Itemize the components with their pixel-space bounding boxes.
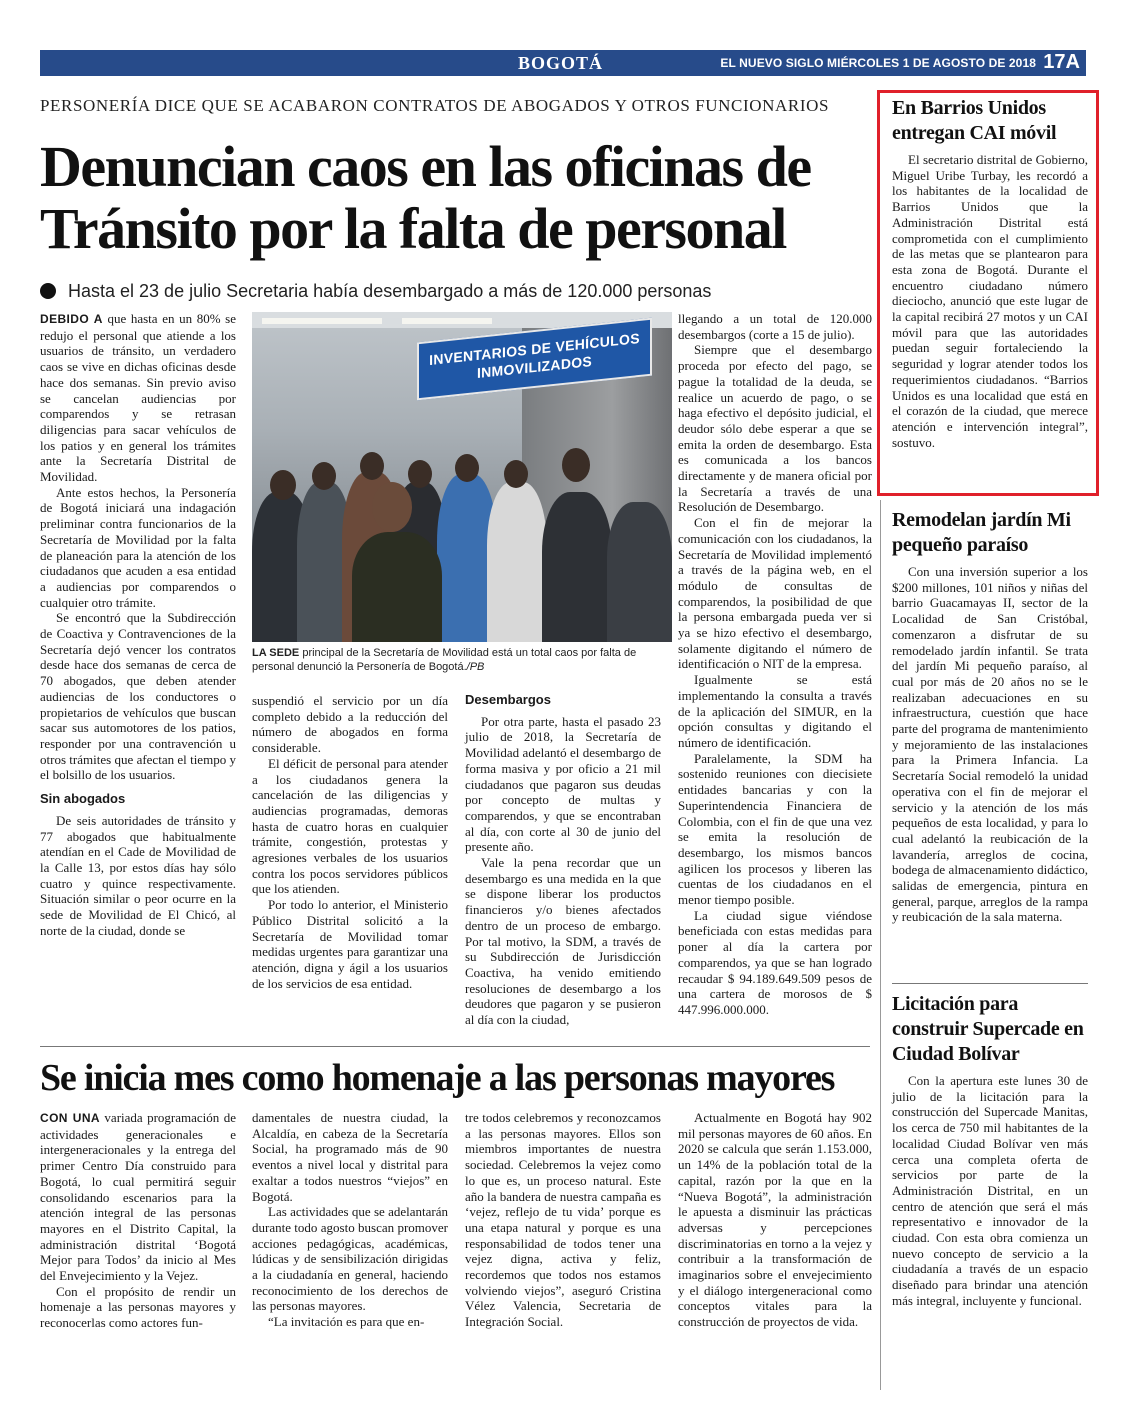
sidebar-body: Con la apertura este lunes 30 de julio de la licitación para la construcción del Supercade Manitas, los cerca de 750 mil habitantes de la localidad Ciudad Bolívar ven más cerca una completa oferta de servicios por parte de la Administración Distrital, en un centro de atención que será el más representativo e innovador de la ciudad. Con esta obra comienza un nuevo concepto de servicio a la ciudadanía a través de un espacio diseñado para brindar una atención más integral, incluyente y funcional.: [892, 1073, 1088, 1308]
section-name: BOGOTÁ: [518, 53, 604, 73]
page-number: 17A: [1043, 51, 1080, 73]
dateline: EL NUEVO SIGLO MIÉRCOLES 1 DE AGOSTO DE 2018: [720, 56, 1036, 70]
main-kicker: PERSONERÍA DICE QUE SE ACABARON CONTRATOS DE ABOGADOS Y OTROS FUNCIONARIOS: [40, 96, 830, 115]
sidebar-body: El secretario distrital de Gobierno, Miguel Uribe Turbay, les recordó a los habitantes de la localidad de Barrios Unidos que la Administración Distrital está comprometida con el cumplimiento de las metas que se plantearon para esta zona de Bogotá. Durante el encuentro ciudadano número dieciocho, anunció que este lugar de la capital recibirá 27 motos y un CAI móvil para que las autoridades puedan seguir fortaleciendo la seguridad y lograr atender todos los requerimientos ciudadanos. “Barrios Unidos es una localidad que está en el corazón de la ciudad, que merece atención e intervención integral”, sostuvo.: [892, 152, 1088, 450]
main-headline: [40, 136, 870, 260]
sidebar-body: Con una inversión superior a los $200 millones, 101 niños y niñas del barrio Guacamayas II, sector de la Localidad de San Cristóbal, comenzaron a disfrutar de su remodelado jardín infantil. Se trata del jardín Mi pequeño paraíso, al cual por más de 20 años no se le realizaban adecuaciones en su infraestructura, cuestión que hace parte del programa de mantenimiento y mejoramiento de las instalaciones para la Primera Infancia. La Secretaría Social remodeló la unidad operativa con el fin de mejorar el servicio y la atención de los más pequeños de esta localidad, y para lo cual adelantó la reubicación de la lavandería, arreglos de cocina, bodega de almacenamiento didáctico, salidas de emergencia, pintura en general, parque, arreglos de la rampa y reubicación de la sala materna.: [892, 564, 1088, 925]
paragraph: Con el fin de mejorar la comunicación con los ciudadanos, la Secretaría de Movilidad implementó a través de la página web, en el módulo de consultas de comparendos, la posibilidad de que la persona embargada pueda ver si ya se hizo efectivo el desembargo, solamente digitando el número de identificación o NIT de la empresa.: [678, 515, 872, 672]
sidebar-story-cai: [892, 96, 1088, 450]
paragraph: DEBIDO A que hasta en un 80% se redujo el personal que atiende a los usuarios de tránsito, un verdadero caos se vive en dichas oficinas desde hace dos semanas. Sin previo aviso se cancelan audiencias por comparendos y se retrasan diligencias para sacar vehículos de los patios y en general los trámites ante la Secretaría Distrital de Movilidad.: [40, 311, 236, 485]
lead-in: DEBIDO A: [40, 312, 103, 326]
second-column-3: [465, 1110, 661, 1330]
paragraph: Paralelamente, la SDM ha sostenido reuniones con diecisiete entidades bancarias y con la Superintendencia Financiera de Colombia, con el fin de que una vez se emita la resolución de desembargo, los mismos bancos agilicen los procesos y liberen las cuentas de los ciudadanos en el menor tiempo posible.: [678, 750, 872, 908]
second-column-2: [252, 1110, 448, 1330]
sidebar-story-divider: [892, 983, 1088, 984]
paragraph: suspendió el servicio por un día completo debido a la reducción del número de abogados en forma considerable.: [252, 693, 448, 756]
subhead: Sin abogados: [40, 791, 126, 807]
second-headline: Se inicia mes como homenaje a las personas mayores: [40, 1057, 835, 1099]
paragraph: La ciudad sigue viéndose beneficiada con estas medidas para poner al día la cartera por comparendos, ya que se han logrado recaudar $ 94.189.649.509 pesos de una cartera de morosos de $ 447.996.000.000.: [678, 907, 872, 1017]
paragraph: Vale la pena recordar que un desembargo es una medida en la que se dispone liberar los productos financieros y/o bienes afectados dentro de un proceso de embargo. Por tal motivo, la SDM, a través de su Subdirección de Jurisdicción Coactiva, ha venido emitiendo resoluciones de desembargo a los deudores que pagaron y se pusieron al día con la ciudad,: [465, 855, 661, 1028]
main-deck-text: Hasta el 23 de julio Secretaria había desembargado a más de 120.000 personas: [68, 281, 712, 301]
sidebar-title: En Barrios Unidos entregan CAI móvil: [892, 97, 1057, 144]
paragraph: Ante estos hechos, la Personería de Bogotá iniciará una indagación preliminar contra funcionarios de la Secretaría de Movilidad por la falta de planeación para la atención de los ciudadanos que acuden a esa entidad a audiencias por comparendos o cualquier otro trámite.: [40, 484, 236, 610]
paragraph: Con el propósito de rendir un homenaje a las personas mayores y reconocerlas como actores fun-: [40, 1283, 236, 1331]
photo-sign: INVENTARIOS DE VEHÍCULOS INMOVILIZADOS: [417, 318, 652, 401]
paragraph: damentales de nuestra ciudad, la Alcaldía, en cabeza de la Secretaría Social, ha programado más de 90 eventos a nivel local y distrital para exaltar a todos nuestros “viejos” en Bogotá.: [252, 1110, 448, 1204]
lead-in: CON UNA: [40, 1111, 100, 1125]
main-deck: [40, 281, 870, 302]
paragraph: De seis autoridades de tránsito y 77 abogados que habitualmente atendían en el Cade de Movilidad de la Calle 13, por estos días hay sólo cuatro y quince respectivamente. Situación similar o peor ocurre en la sede de Movilidad de El Chicó, al norte de la ciudad, donde se: [40, 812, 236, 938]
paragraph: Por todo lo anterior, el Ministerio Público Distrital solicitó a la Secretaría de Movilidad tomar medidas urgentes para garantizar una atención, digna y ágil a los usuarios de los servicios de esa entidad.: [252, 897, 448, 991]
main-column-4: [678, 311, 872, 1018]
sidebar-title: Remodelan jardín Mi pequeño paraíso: [892, 509, 1071, 556]
section-header-bar: [40, 50, 1086, 76]
bullet-icon: [40, 283, 56, 299]
paragraph: Igualmente se está implementando la consulta a través de la aplicación del SIMUR, en la opción consultas y digitando el número de identificación.: [678, 672, 872, 750]
sidebar-story-jardin: [892, 508, 1088, 925]
sidebar-title: Licitación para construir Supercade en Ciudad Bolívar: [892, 993, 1084, 1065]
sidebar-story-supercade: [892, 992, 1088, 1309]
main-column-3: [465, 684, 661, 1028]
news-photo: [252, 312, 672, 642]
main-column-2: [252, 693, 448, 991]
crowd-illustration: [252, 452, 672, 642]
paragraph: Las actividades que se adelantarán durante todo agosto buscan promover acciones pedagógicas, académicas, lúdicas y de sensibilización dirigidas a la ciudadanía en general, haciendo reconocimiento de los derechos de las personas mayores.: [252, 1204, 448, 1314]
paragraph: El déficit de personal para atender a los ciudadanos genera la cancelación de las diligencias y audiencias programadas, demoras hasta de cuatro horas en cualquier trámite, congestión, protestas y agresiones verbales de los usuarios contra los pocos servidores públicos que los atienden.: [252, 755, 448, 897]
main-column-1: [40, 311, 236, 938]
photo-caption: LA SEDE principal de la Secretaría de Movilidad está un total caos por falta de personal denunció la Personería de Bogotá./PB: [252, 647, 637, 673]
paragraph: llegando a un total de 120.000 desembargos (corte a 15 de julio).: [678, 311, 872, 342]
paragraph: tre todos celebremos y reconozcamos a las personas mayores. Ellos son miembros importantes de nuestra sociedad. Celebremos la vejez como lo que es, un proceso natural. Este año la bandera de nuestra campaña es ‘vejez, reflejo de tu vida’ porque es una etapa natural y porque es una responsabilidad de todos tener una vejez digna, activa y feliz, recordemos que todos nos estamos volviendo viejos”, aseguró Cristina Vélez Valencia, Secretaria de Integración Social.: [465, 1110, 661, 1330]
paragraph: Actualmente en Bogotá hay 902 mil personas mayores de 60 años. En 2020 se calcula que serán 1.153.000, un 14% de la población total de la capital, razón por la que en la “Nueva Bogotá”, la administración le apuesta a disminuir las prácticas adversas y percepciones discriminatorias en torno a la vejez y contribuir a la transformación de imaginarios sobre el envejecimiento y el diálogo intergeneracional como conceptos vitales para la construcción de proyectos de vida.: [678, 1110, 872, 1330]
subhead: Desembargos: [465, 692, 551, 707]
paragraph: Se encontró que la Subdirección de Coactiva y Contravenciones de la Secretaría dejó vencer los contratos desde hace dos semanas de cerca de 70 abogados, que deben atender audiencias de los conductores o propietarios de vehículos que buscan sacar sus automotores de los patios, responder por una contravención u otros trámites que afectan el tiempo y el bolsillo de los usuarios.: [40, 610, 236, 783]
second-column-4: [678, 1110, 872, 1330]
story-divider: [40, 1046, 870, 1047]
second-column-1: [40, 1110, 236, 1331]
paragraph: “La invitación es para que en-: [268, 1314, 425, 1330]
main-headline-line1: Denuncian caos en las oficinas de: [40, 134, 811, 199]
paragraph: CON UNA variada programación de actividades generacionales e intergeneracionales y la entrega del primer Centro Día construido para Bogotá, lo cual permitirá seguir consolidando escenarios para la atención integral de las personas mayores en el Distrito Capital, la administración distrital ‘Bogotá Mejor para Todos’ da inicio al Mes del Envejecimiento y la Vejez.: [40, 1110, 236, 1284]
sidebar-divider: [880, 500, 881, 1390]
main-headline-line2: Tránsito por la falta de personal: [40, 196, 786, 261]
paragraph: Siempre que el desembargo proceda por efecto del pago, se pague la totalidad de la deuda, se realice un acuerdo de pago, o se haga efectivo el depósito judicial, el deudor sólo debe esperar a que se emita la orden de desembargo. Esta es comunicada a los bancos directamente y de manera oficial por la Secretaría a través de una Resolución de Desembargo.: [678, 342, 872, 515]
paragraph: Por otra parte, hasta el pasado 23 julio de 2018, la Secretaría de Movilidad adelantó el desembargo de forma masiva y por oficio a 21 mil ciudadanos que pagaron sus deudas por concepto de multas y comparendos, y que se encontraban al día, con corte al 30 de junio del presente año.: [465, 713, 661, 855]
